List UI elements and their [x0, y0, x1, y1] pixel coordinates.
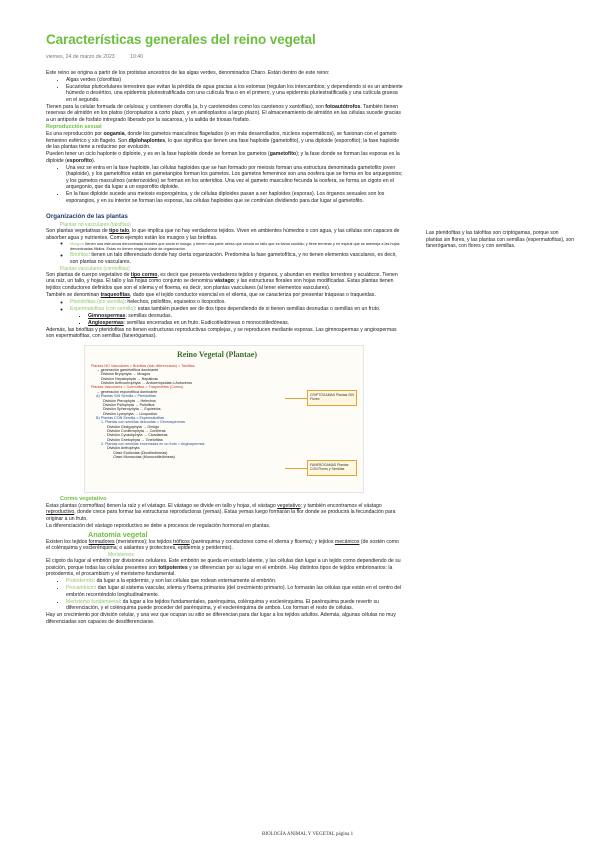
summary-paragraph: Además, las briofitas y pteridofitas no tienen estructuras reproductivas complejas, y se reproducen mediante esporas. Las gimnospermas y angiospermas son espermatofitas, con semillas (fanerógamas).	[46, 326, 397, 340]
vasculares-list	[62, 299, 404, 312]
time-text: 10:40	[130, 54, 144, 60]
cormo-paragraph: Estas plantas (cormofitas) tienen la raíz y el vástago. El vástago se divide en tallo y hojas, el vástago vegetativo; y también encontramos el vástago reproductivo, donde crece para formar las estructuras reproductoras (yemas). Estas yemas luego formarán la flor donde se producirá la fecundación para originar a un fruto.	[46, 502, 396, 522]
list-item: • Una vez se entra en la fase haploide, las células haploides que se han formado por meiosis forman una estructura denominada gametofito joven (haploide), y los gametofitos están en gametangios forman los gametos. Los gametos femeninos son una oosfera que se forma en los arquegonios; y los gametos masculinos (anterozoides) se forman en los anteridios. Una vez el gameto masculino fecunda la oosfera, se forma un cigoto en el arquegonio, que da lugar a un esporofito diploide.	[66, 165, 404, 191]
espermatofitas-list	[80, 313, 404, 326]
list-item: • Meristemo fundamental: da lugar a los tejidos fundamentales, parénquima, colénquima y esclerénquima. El parénquima puede revertir su diferenciación, y el colénquima puede proceder del parénquima, y el esclerénquima de ambos. Los forman el resto de células.	[66, 599, 404, 612]
section-heading-organizacion: Organización de las plantas	[46, 213, 128, 221]
figure-list: Plantas NO Vasculares = Briofitas (talo diferenciado) = Talofitas → generación gametofítica dominante División Bryophyta → Musgos División Hepatophyta → Hepáticas División Anthocerophyta → Antocerópsidas o Antoceros Plantas Vasculares = Cormofitas = Traqueofitas (Cormo) → generación esporofítica dominante A) Plantas SIN Semilla = Pteridofitas División Pterophyta → Helechos División Psilophyta → Psilofitos División Sphenophyta → Equisetos División Lycophyta → Licopodios B) Plantas CON Semilla = Espermatofitas 1. Plantas con semillas desnudas = Gimnospermas División Ginkgophyta → Ginkgo División Coniferophyta → Coníferas División Cycadophyta → Cicadáceas División Gnetophyta → Gnetofitas 2. Plantas con semillas encerradas en un fruto = Angiospermas División Anthophyta Clase Eudicotas (Dicotiledóneas) Clase Monocotas (Monocotiledóneas)	[91, 363, 205, 460]
list-item: ◦ Pteridofitas (sin semilla): helechos, psilofitos, equisetos o licopodios.	[70, 299, 404, 305]
list-item: ◦ Musgos: tienen una estructura denominada rizoides que ancla el musgo; y tienen una parte aérea que simula un tallo que es llama caulidio; y tiene terminar y en espiral que se asemeja a las hojas denominadas filidios. Estas no tienen ninguna clase de organización.	[70, 242, 404, 252]
page-date	[46, 54, 157, 60]
fanerogamas-box: FANERÓGAMAS Plantas CON Flores y Semillas	[307, 460, 357, 476]
intro-paragraph-2: Tienen para la celular formada de celulosa; y contienen clorofila (a, b y carotenoides como los carotenos y xantofilas), son fotoautótrofos. También tienen reservas de almidón en los platos (cloroplastos a corto plazo, y en amiloplastos a largo plazo). El almacenamiento de almidón en las células sucede gracias a un antiporte de fosfato intregrado liberado por la sacarosa, y la salida de triosas fosfato.	[46, 103, 401, 123]
traqueofitas-paragraph: También se denominan traqueofitas, dado que el tejido conductor esencial es el xilema, que se caracteriza por presentar tráqueas o traqueidas.	[46, 291, 376, 298]
briofitas-list	[62, 252, 404, 265]
intro-list	[58, 77, 404, 103]
subheading-meristemos: Meristemos	[108, 552, 134, 559]
anatomia-paragraph: Existen los tejidos formadores (meristemos); los tejidos tróficos (parénquima y conductores como el xilema y floema); y tejidos mecánicos (de sostén como el colénquima y esclerénquima; o aislantes y protectores, epidermis y peridermis).	[46, 538, 399, 552]
reino-vegetal-figure	[84, 345, 364, 493]
intro-paragraph: Este reino se origina a partir de los protistas ancestros de las algas verdes, denominados Charo. Están dentro de este reino:	[46, 70, 330, 76]
connector-line	[285, 398, 307, 399]
list-item: • Eucariotas pluricelulares terrestres que evitan la pérdida de agua gracias a los estomas (regulan los intercambios; y dependiendo si es un ambiente húmedo o desértico, una epidermis pluriestratificada con una cutícula fina o en el primero, y una epidermis pluriestratificada y una cutícula gruesa en el segundo.	[66, 84, 404, 103]
subheading-vasculares: Plantas vasculares (cormofitas)	[60, 265, 130, 272]
page-title: Características generales del reino vegetal	[46, 32, 316, 47]
crecimiento-paragraph: Hay un crecimiento por división celular, y una vez que ocupan su sitio se diferencian para dar lugar a los tejidos adultos. Además, algunas células no muy diferenciadas son capaces de desdiferenciarse.	[46, 612, 396, 625]
repro-list	[58, 165, 404, 204]
list-item: • Algas verdes (clorofitas)	[66, 77, 404, 83]
side-note: Las pteridofitas y las talofitas son criptógamas, porque son plantas sin flores, y las plantas con semillas (espermatofitas), son fanerógamas, con flores y con semillas.	[426, 230, 575, 250]
meristemos-paragraph: El cigoto da lugar al embrión por divisiones celulares. Este embrión se queda en estado latente, y las células dan lugar a un tejido como dependiendo de su posición, porque todas las células presentes son totipotentes y se diferencian por su lugar en el embrión. Hay distintos tipos de tejidos embrionarios: la protodermis, el procambium y el meristemo fundamental.	[46, 558, 401, 578]
meristemos-list	[58, 578, 404, 611]
document-body	[46, 70, 404, 626]
date-text: viernes, 24 de marzo de 2023	[46, 54, 115, 60]
repro-paragraph: Es una reproducción por oogamia, donde los gametos masculinos flagelados (o en más desarrollados, núcleos espermáticos), se fusionan con el gameto femenino esférico y sin flagelo. Son diplohaplontes, lo que significa que tienen una fase haploide (gametofito), y una diploide (esporofito); la fase haploide de las plantas tiene a reducirse por evolución.	[46, 131, 400, 151]
talofitas-list	[62, 242, 404, 252]
figure-title: Reino Vegetal (Plantae)	[177, 349, 257, 359]
list-item: ◦ Espermatofitas (con semilla): estas también pueden ser de dos tipos dependiendo de si tienen semillas desnudas o semillas en un fruto.	[70, 306, 404, 312]
list-item: • En la fase diploide sucede una meiosis esporogénica, y de células diploides pasan a ser haploides (esporas). Los órganos sexuales son los esporangios, y en su interior se forman las esporas, las células haploides que se continúan dividiendo para dar lugar al gametofito.	[66, 191, 404, 204]
page-footer: BIOLOGÍA ANIMAL Y VEGETAL página 1	[262, 832, 354, 837]
list-item: • Protodermis: da lugar a la epidermis, y son las células que rodean externamente al embrión.	[66, 578, 404, 584]
cormo-paragraph-2: La diferenciación del vástago reproductivo se debe a procesos de regulación hormonal en plantas.	[46, 522, 271, 529]
cormofitas-paragraph: Son plantas de cuerpo vegetativo de tipo cormo, es decir que presenta verdaderos tejidos y órganos, y abundan en medios terrestres y acuáticos. Tienen una raíz, un tallo, y hojas. El tallo y las hojas como conjunto se denomina vástago; y las estructuras florales son hojas modificadas. Estas plantas tienen tejidos conductores definidos que son el xilema y el floema, es decir, son plantas vasculares (al tener elementos vasculares).	[46, 271, 398, 291]
list-item: ▪ Gimnospermas: semillas desnudas.	[88, 313, 404, 319]
criptogamas-box: CRIPTÓGAMAS Plantas SIN Flores	[307, 390, 357, 406]
connector-line	[285, 468, 307, 469]
section-heading-anatomia: Anatomía vegetal	[88, 529, 148, 539]
section-heading-reproduccion: Reproducción sexual	[46, 124, 102, 131]
talofitas-paragraph: Son plantas vegetativas de tipo talo, lo que implica que no hay verdaderos tejidos. Viven en ambientes húmedos o con agua, y las células son capaces de absorber agua y nutrientes. Como ejemplo están los musgos y las briofitas.	[46, 228, 400, 241]
subheading-no-vasculares: Plantas no vasculares (talofitas)	[60, 221, 131, 228]
repro-paragraph-2: Pueden tener un ciclo haplonte o diplonte, y es en la fase haploide donde se forman los gametos (gametofito); y la fase donde se forman las esporas es la diploide (esporofito).	[46, 151, 400, 164]
section-heading-cormo: Cormo vegetativo	[60, 495, 107, 502]
list-item: ◦ Briofitas: tienen un talo diferenciado donde hay cierta organización. Predomina la fase gametofítica, y no tienen elementos vasculares, es decir, son plantas no vasculares.	[70, 252, 404, 265]
list-item: • Procambium: dan lugar al sistema vascular, xilema y floema primarios (del crecimiento primario). Lo formarán las células que están en el centro del embrión recorriéndolo longitudinalmente.	[66, 585, 404, 598]
list-item: ▪ Angiospermas: semillas encerradas en un fruto. Eudicotiledóneas o monocotiledóneas.	[88, 320, 404, 326]
